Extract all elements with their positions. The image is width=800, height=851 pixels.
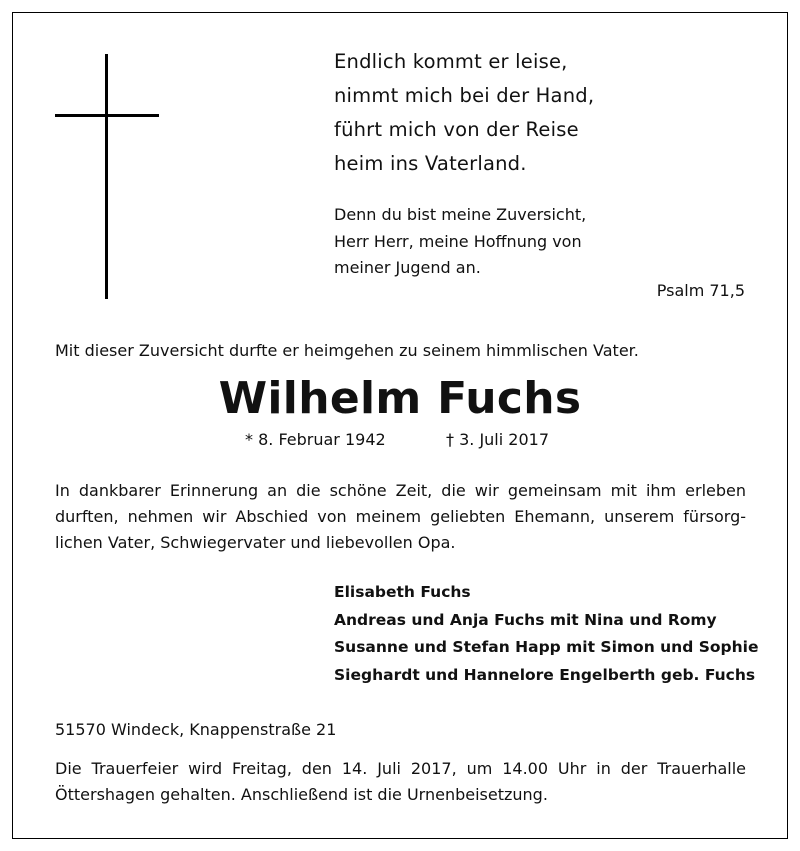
poem-line: Endlich kommt er leise,	[334, 50, 568, 73]
family-member: Andreas und Anja Fuchs mit Nina und Romy	[334, 610, 717, 629]
obituary-notice	[12, 12, 788, 839]
intro-text: Mit dieser Zuversicht durfte er heimgehen zu seinem himmlischen Vater.	[55, 341, 639, 360]
memory-line: durften, nehmen wir Abschied von meinem geliebten Ehemann, unserem fürsorg-	[55, 507, 746, 526]
birth-date: * 8. Februar 1942	[245, 430, 386, 449]
cross-vertical-bar	[105, 54, 108, 299]
verse-line: Denn du bist meine Zuversicht,	[334, 205, 587, 224]
bible-verse	[334, 202, 586, 282]
poem-line: heim ins Vaterland.	[334, 152, 527, 175]
verse-line: meiner Jugend an.	[334, 258, 481, 277]
poem	[334, 45, 594, 181]
service-line: Öttershagen gehalten. Anschließend ist die Urnenbeisetzung.	[55, 785, 548, 804]
poem-line: nimmt mich bei der Hand,	[334, 84, 595, 107]
memory-line: lichen Vater, Schwiegervater und liebevollen Opa.	[55, 533, 456, 552]
family-member: Sieghardt und Hannelore Engelberth geb. Fuchs	[334, 665, 756, 684]
cross-horizontal-bar	[55, 114, 159, 117]
death-date: † 3. Juli 2017	[446, 430, 549, 449]
memory-paragraph	[55, 478, 746, 556]
deceased-name: Wilhelm Fuchs	[218, 373, 582, 424]
memory-line: In dankbarer Erinnerung an die schöne Zeit, die wir gemeinsam mit ihm erleben	[55, 481, 746, 500]
family-member: Susanne und Stefan Happ mit Simon und Sophie	[334, 638, 759, 656]
service-info	[55, 756, 746, 808]
family-member: Elisabeth Fuchs	[334, 583, 471, 601]
family-list	[334, 579, 758, 689]
verse-source: Psalm 71,5	[656, 281, 745, 300]
service-line: Die Trauerfeier wird Freitag, den 14. Juli 2017, um 14.00 Uhr in der Trauerhalle	[55, 759, 746, 778]
poem-line: führt mich von der Reise	[334, 118, 579, 141]
verse-line: Herr Herr, meine Hoffnung von	[334, 231, 582, 251]
address: 51570 Windeck, Knappenstraße 21	[55, 720, 337, 739]
